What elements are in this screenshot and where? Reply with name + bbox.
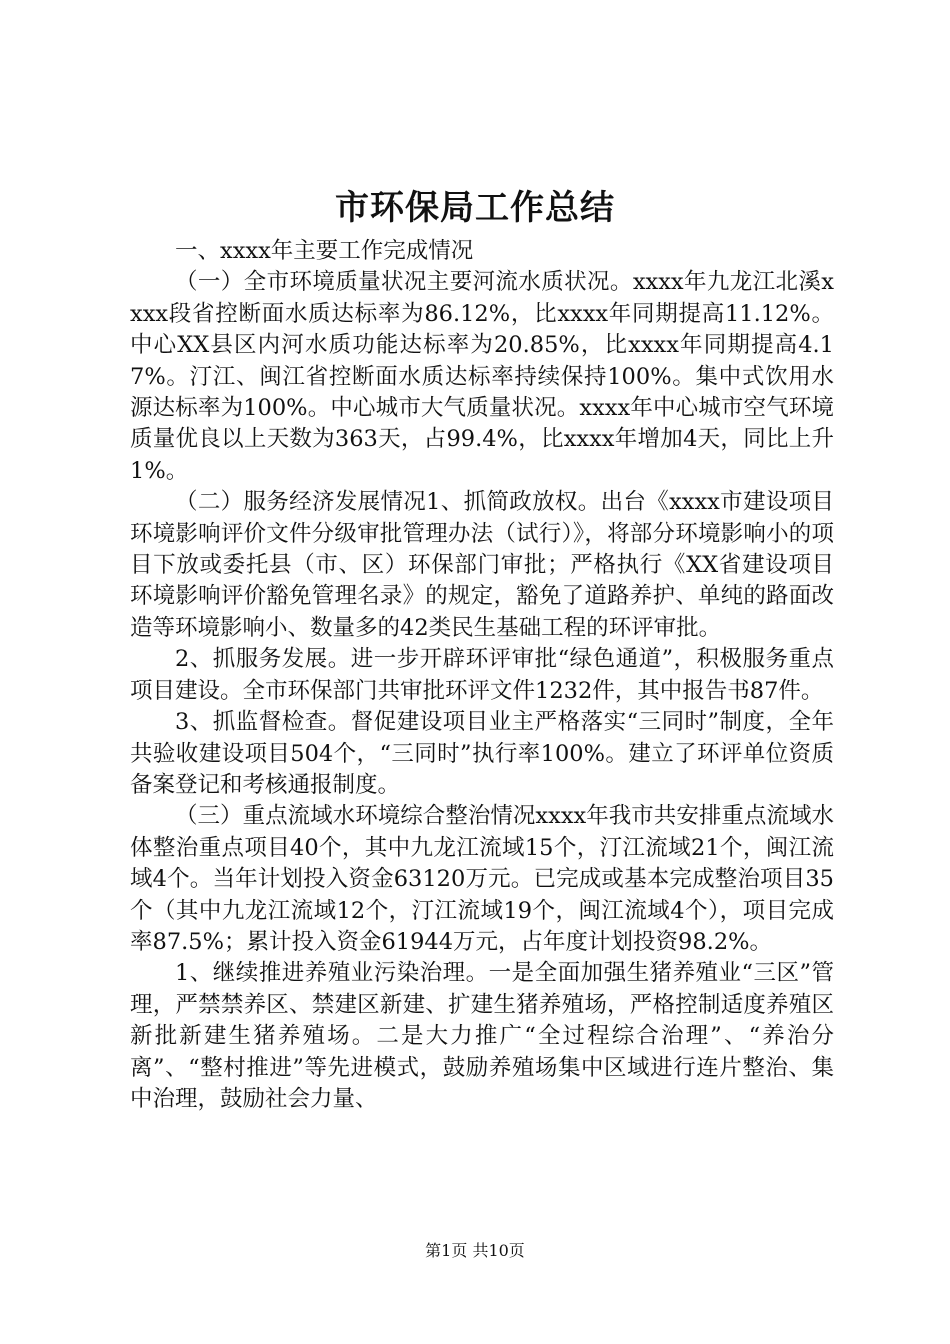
paragraph-service-development: 2、抓服务发展。进一步开辟环评审批“绿色通道”，积极服务重点项目建设。全市环保部门共审批环评文件1232件，其中报告书87件。 <box>130 646 834 704</box>
paragraph-economic-service: （二）服务经济发展情况1、抓简政放权。出台《xxxx市建设项目环境影响评价文件分级审批管理办法（试行）》，将部分环境影响小的项目下放或委托县（市、区）环保部门审批；严格执行《XX省建设项目环境影响评价豁免管理名录》的规定，豁免了道路养护、单纯的路面改造等环境影响小、数量多的42类民生基础工程的环评审批。 <box>130 489 834 641</box>
section-heading: 一、xxxx年主要工作完成情况 <box>175 238 474 264</box>
document-title: 市环保局工作总结 <box>335 188 615 228</box>
paragraph-watershed-remediation: （三）重点流域水环境综合整治情况xxxx年我市共安排重点流域水体整治重点项目40个，其中九龙江流域15个，汀江流域21个，闽江流域4个。当年计划投入资金63120万元。已完成或基本完成整治项目35个（其中九龙江流域12个，汀江流域19个，闽江流域4个），项目完成率87.5%；累计投入资金61944万元，占年度计划投资98.2%。 <box>130 803 834 955</box>
paragraph-livestock-pollution: 1、继续推进养殖业污染治理。一是全面加强生猪养殖业“三区”管理，严禁禁养区、禁建区新建、扩建生猪养殖场，严格控制适度养殖区新批新建生猪养殖场。二是大力推广“全过程综合治理”、“养治分离”、“整村推进”等先进模式，鼓励养殖场集中区域进行连片整治、集中治理，鼓励社会力量、 <box>130 960 834 1112</box>
paragraph-supervision: 3、抓监督检查。督促建设项目业主严格落实“三同时”制度，全年共验收建设项目504个，“三同时”执行率100%。建立了环评单位资质备案登记和考核通报制度。 <box>130 709 834 798</box>
document-body <box>130 236 834 1115</box>
paragraph-environment-quality: （一）全市环境质量状况主要河流水质状况。xxxx年九龙江北溪xxxx段省控断面水质达标率为86.12%，比xxxx年同期提高11.12%。中心XX县区内河水质功能达标率为20.85%，比xxxx年同期提高4.17%。汀江、闽江省控断面水质达标率持续保持100%。集中式饮用水源达标率为100%。中心城市大气质量状况。xxxx年中心城市空气环境质量优良以上天数为363天，占99.4%，比xxxx年增加4天，同比上升1%。 <box>130 269 834 484</box>
page-number-footer: 第1页 共10页 <box>425 1241 525 1260</box>
